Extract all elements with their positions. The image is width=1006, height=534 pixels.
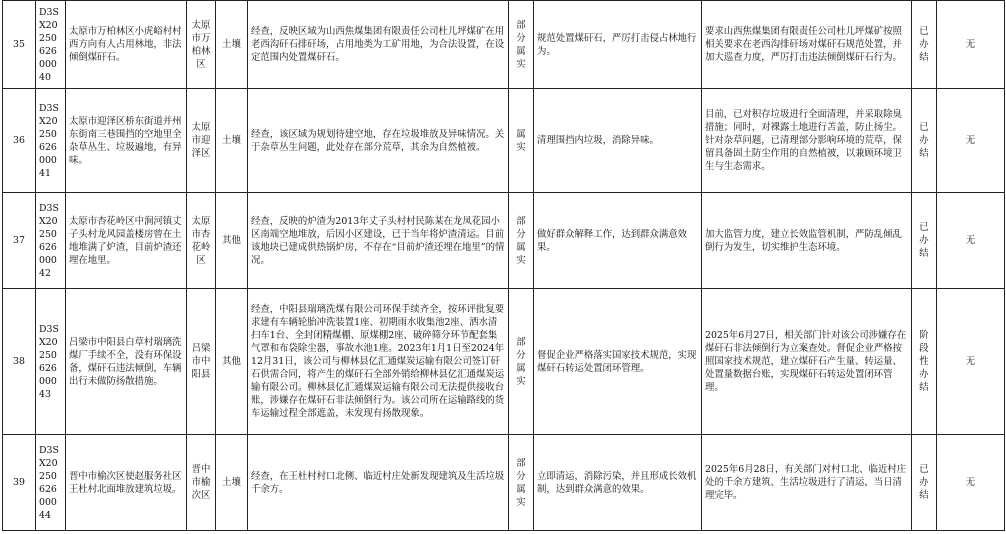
complaint-description: 太原市万柏林区小虎峪村村西方向有人占用林地，非法倾倒煤矸石。 xyxy=(66,1,187,89)
case-id: D3SX2025062600042 xyxy=(36,193,66,289)
handling-requirement: 督促企业严格落实国家技术规范，实现煤矸石转运处置闭环管理。 xyxy=(534,289,702,435)
investigation-finding: 经查，中阳县瑞璃洗煤有限公司环保手续齐全，按环评批复要求建有车辆轮胎冲洗装置1座、初期雨水收集池2座、洒水清扫车1台、全封闭精煤棚、原煤棚2座、破碎筛分环节配套集气罩和布袋除尘器，事故水池1座。2023年1月1日至2024年12月31日，该公司与柳林县亿汇通煤炭运输有限公司签订矸石供需合同，将产生的煤矸石全部外销给柳林县亿汇通煤炭运输有限公司。柳林县亿汇通煤炭运输有限公司无法提供接收台账，涉嫌存在煤矸石非法倾倒行为。该公司所在运输路线的货车运输过程全部遮盖，未发现有扬散现象。 xyxy=(248,289,509,435)
handling-requirement: 立即清运，消除污染，并且形成长效机制，达到群众满意的效果。 xyxy=(534,435,702,531)
administrative-area: 吕梁市中阳县 xyxy=(187,289,216,435)
case-id: D3SX2025062600044 xyxy=(36,435,66,531)
case-id: D3SX2025062600041 xyxy=(36,89,66,193)
investigation-finding: 经查，反映的炉渣为2013年丈子头村村民陈某在龙凤花园小区南端空地堆放，后因小区建设，已于当年将炉渣清运。目前该地块已建成供热锅炉房，不存在“目前炉渣还埋在地里”的情况。 xyxy=(248,193,509,289)
completion-status: 已办结 xyxy=(912,193,937,289)
table-row xyxy=(3,1,1005,89)
row-number: 35 xyxy=(3,1,36,89)
pollution-type: 其他 xyxy=(216,193,248,289)
row-number: 39 xyxy=(3,435,36,531)
accountability: 无 xyxy=(937,89,1005,193)
row-number: 37 xyxy=(3,193,36,289)
administrative-area: 太原市万柏林区 xyxy=(187,1,216,89)
complaint-table xyxy=(2,0,1005,531)
accountability: 无 xyxy=(937,289,1005,435)
handling-result: 2025年6月27日，相关部门针对该公司涉嫌存在煤矸石非法倾倒行为立案查处。督促企业严格按照国家技术规范，建立煤矸石产生量、转运量、处置量数据台账，实现煤矸石转运处置闭环管理。 xyxy=(702,289,912,435)
complaint-description: 晋中市榆次区使赵服务社区王杜村北面堆放建筑垃圾。 xyxy=(66,435,187,531)
accountability: 无 xyxy=(937,193,1005,289)
administrative-area: 太原市迎泽区 xyxy=(187,89,216,193)
table-row xyxy=(3,193,1005,289)
complaint-description: 吕梁市中阳县白草村瑞璃洗煤厂手续不全，没有环保设备，煤矸石违法倾倒，车辆出行未做防扬散措施。 xyxy=(66,289,187,435)
complaint-description: 太原市杏花岭区中涧河镇丈子头村龙风园盖楼房曾在土地堆满了炉渣，目前炉渣还埋在地里。 xyxy=(66,193,187,289)
investigation-finding: 经查，在王杜村村口北侧、临近村庄处新发现建筑及生活垃圾千余方。 xyxy=(248,435,509,531)
completion-status: 已办结 xyxy=(912,1,937,89)
row-number: 36 xyxy=(3,89,36,193)
investigation-finding: 经查，该区域为规划待建空地，存在垃圾堆放及异味情况。关于杂草丛生问题，此处存在部分荒草，其余为自然植被。 xyxy=(248,89,509,193)
handling-result: 要求山西焦煤集团有限责任公司杜儿坪煤矿按照相关要求在老西沟排矸场对煤矸石规范处置，并加大巡查力度，严厉打击违法倾倒煤矸石行为。 xyxy=(702,1,912,89)
completion-status: 已办结 xyxy=(912,435,937,531)
administrative-area: 太原市杏花岭区 xyxy=(187,193,216,289)
completion-status: 阶段性办结 xyxy=(912,289,937,435)
handling-requirement: 规范处置煤矸石，严厉打击侵占林地行为。 xyxy=(534,1,702,89)
truth-status: 部分属实 xyxy=(509,289,534,435)
table-row xyxy=(3,435,1005,531)
pollution-type: 其他 xyxy=(216,289,248,435)
pollution-type: 土壤 xyxy=(216,435,248,531)
investigation-finding: 经查，反映区域为山西焦煤集团有限责任公司杜儿坪煤矿在用老西沟矸石排矸场，占用地类为工矿用地，为合法设置，在设定范围内处置煤矸石。 xyxy=(248,1,509,89)
truth-status: 属实 xyxy=(509,89,534,193)
pollution-type: 土壤 xyxy=(216,1,248,89)
truth-status: 部分属实 xyxy=(509,1,534,89)
handling-requirement: 清理围挡内垃圾，消除异味。 xyxy=(534,89,702,193)
handling-result: 加大监管力度，建立长效监管机制，严防乱倾乱倒行为发生，切实维护生态环境。 xyxy=(702,193,912,289)
handling-result: 目前，已对积存垃圾进行全面清理，并采取除臭措施；同时，对裸露土地进行苫盖，防止扬尘。针对杂草问题，已清理部分影响环境的荒草，保留具备固土防尘作用的自然植被，以兼顾环境卫生与生态需求。 xyxy=(702,89,912,193)
pollution-type: 土壤 xyxy=(216,89,248,193)
handling-requirement: 做好群众解释工作，达到群众满意效果。 xyxy=(534,193,702,289)
truth-status: 部分属实 xyxy=(509,193,534,289)
handling-result: 2025年6月28日，有关部门对村口北、临近村庄处的千余方建筑、生活垃圾进行了清运，当日清理完毕。 xyxy=(702,435,912,531)
table-row xyxy=(3,289,1005,435)
case-id: D3SX2025062600043 xyxy=(36,289,66,435)
accountability: 无 xyxy=(937,435,1005,531)
completion-status: 已办结 xyxy=(912,89,937,193)
complaint-description: 太原市迎泽区桥东街道并州东街南三巷围挡的空地里全杂草丛生、垃圾遍地，有异味。 xyxy=(66,89,187,193)
case-id: D3SX2025062600040 xyxy=(36,1,66,89)
row-number: 38 xyxy=(3,289,36,435)
administrative-area: 晋中市榆次区 xyxy=(187,435,216,531)
accountability: 无 xyxy=(937,1,1005,89)
table-row xyxy=(3,89,1005,193)
truth-status: 部分属实 xyxy=(509,435,534,531)
